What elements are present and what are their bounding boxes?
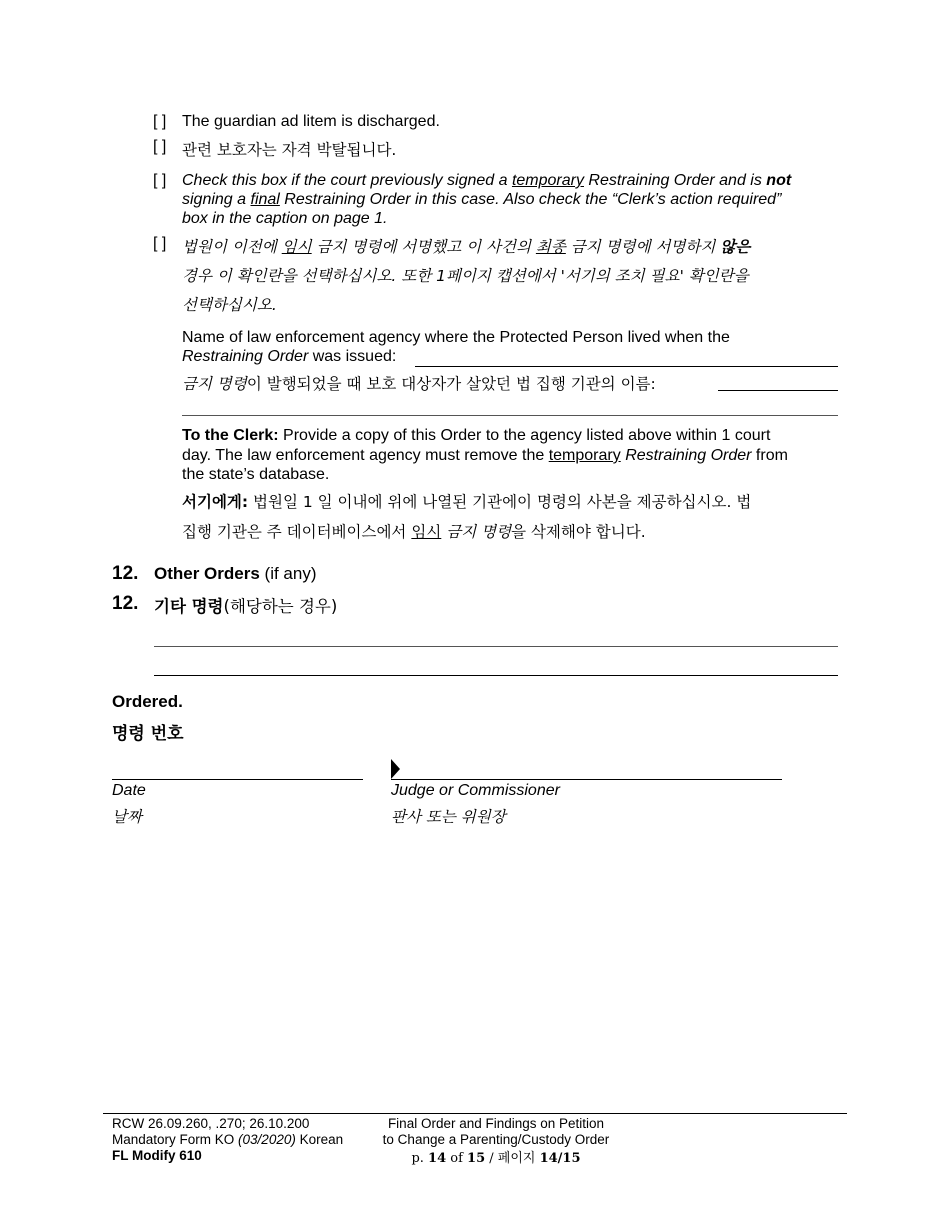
agency-ko: 금지 명령이 발행되었을 때 보호 대상자가 살았던 법 집행 기관의 이름: (182, 375, 656, 393)
temp-order-en-line2: signing a final Restraining Order in this case. Also check the “Clerk’s action required” (182, 191, 782, 208)
temp-order-ko-line2: 경우 이 확인란을 선택하십시오. 또한 1페이지 캡션에서 '서기의 조치 필요' 확인란을 (182, 267, 749, 285)
discharge-ko-checkbox[interactable]: [ ] (153, 138, 167, 155)
footer-title-2: to Change a Parenting/Custody Order (382, 1132, 610, 1147)
temp-order-checkbox[interactable]: [ ] (153, 172, 167, 189)
footer-mandatory: Mandatory Form KO (03/2020) Korean (112, 1132, 344, 1147)
footer-form-id: FL Modify 610 (112, 1148, 202, 1163)
discharge-checkbox[interactable]: [ ] (153, 113, 167, 130)
clerk-ko-line2: 집행 기관은 주 데이터베이스에서 임시 금지 명령을 삭제해야 합니다. (182, 523, 646, 541)
footer-rcw: RCW 26.09.260, .270; 26.10.200 (112, 1116, 310, 1131)
clerk-en-line2: day. The law enforcement agency must remove the temporary Restraining Order from (182, 447, 788, 464)
temp-order-ko-checkbox[interactable]: [ ] (153, 235, 167, 252)
judge-label-en: Judge or Commissioner (391, 782, 560, 799)
agency-en-field[interactable] (415, 366, 838, 367)
clerk-en-line3: the state’s database. (182, 466, 330, 483)
temp-order-ko-line1: 법원이 이전에 임시 금지 명령에 서명했고 이 사건의 최종 금지 명령에 서명하지 않은 (182, 238, 751, 256)
date-line[interactable] (112, 779, 363, 780)
date-label-ko: 날짜 (112, 808, 142, 826)
section-12-number: 12. (112, 563, 139, 584)
judge-label-ko: 판사 또는 위원장 (391, 808, 506, 826)
section-12-number-ko: 12. (112, 593, 139, 614)
temp-order-en-line3: box in the caption on page 1. (182, 210, 388, 227)
date-label-en: Date (112, 782, 146, 799)
ordered-ko: 명령 번호 (112, 724, 184, 744)
clerk-en-line1: To the Clerk: Provide a copy of this Order to the agency listed above within 1 court (182, 427, 771, 444)
ordered-en: Ordered. (112, 692, 183, 711)
temp-order-ko-line3: 선택하십시오. (182, 296, 277, 314)
agency-ko-field[interactable] (718, 390, 838, 391)
footer-rule (103, 1113, 847, 1114)
section-12-title-en: Other Orders (if any) (154, 564, 317, 583)
discharge-en: The guardian ad litem is discharged. (182, 113, 440, 130)
agency-en-line1: Name of law enforcement agency where the Protected Person lived when the (182, 329, 730, 346)
section-12-title-ko: 기타 명령(해당하는 경우) (154, 597, 338, 616)
temp-order-en-line1: Check this box if the court previously signed a temporary Restraining Order and is not (182, 172, 792, 189)
judge-signature-line[interactable] (391, 779, 782, 780)
clerk-ko-line1: 서기에게: 법원일 1 일 이내에 위에 나열된 기관에이 명령의 사본을 제공하십시오. 법 (182, 493, 752, 511)
footer-title-1: Final Order and Findings on Petition (387, 1116, 605, 1131)
other-orders-line-2[interactable] (154, 675, 838, 676)
agency-en-line2: Restraining Order was issued: (182, 348, 397, 365)
other-orders-line-1[interactable] (154, 646, 838, 647)
footer-page-number: p. 14 of 15 / 페이지 14/15 (411, 1151, 581, 1166)
discharge-ko: 관련 보호자는 자격 박탈됩니다. (182, 141, 397, 159)
sign-here-arrow-icon (391, 759, 400, 779)
divider (182, 415, 838, 416)
